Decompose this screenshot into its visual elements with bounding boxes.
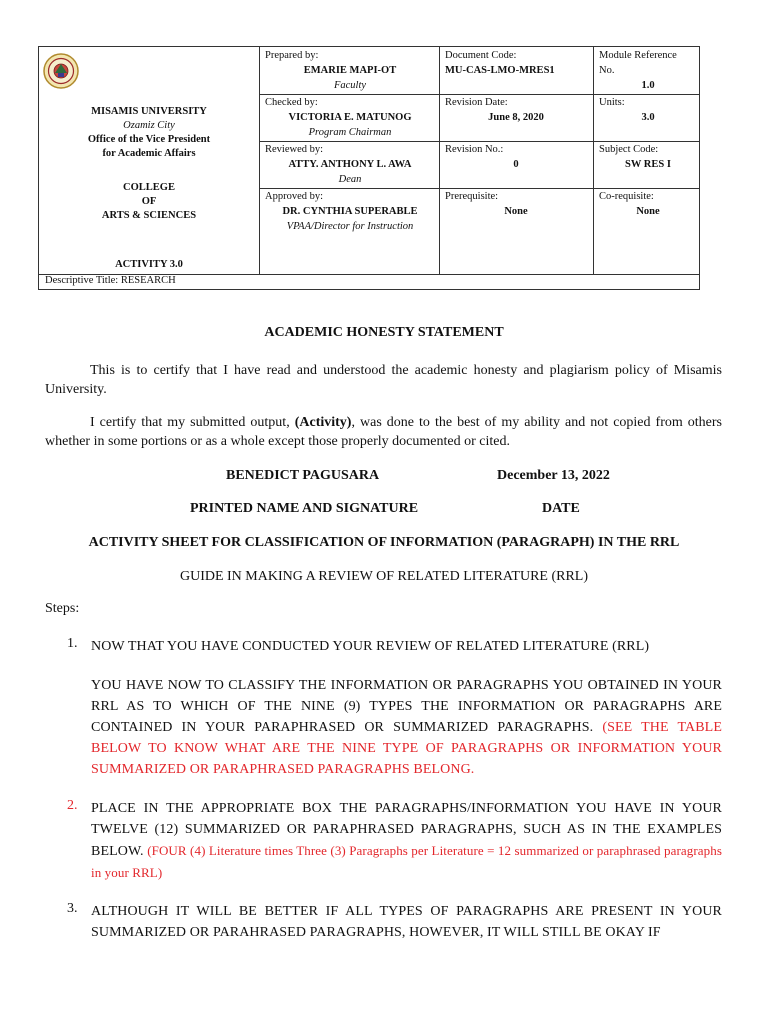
step-1-number: 1. [67,636,78,651]
subject-code: SW RES I [625,159,671,170]
document-code-cell: Document Code: MU-CAS-LMO-MRES1 [445,48,587,78]
units: 3.0 [641,112,655,123]
descriptive-title: Descriptive Title: RESEARCH [45,275,176,286]
document-header-table [38,46,700,290]
prerequisite-cell: Prerequisite: None [445,189,587,219]
module-reference-cell: Module Reference No. 1.0 [599,48,697,93]
signature-date: December 13, 2022 [497,468,610,483]
step-2-note: (FOUR (4) Literature times Three (3) Paragraphs per Literature = 12 summarized or paraphrased paragraphs in your RRL) [91,843,723,880]
printed-name-label: PRINTED NAME AND SIGNATURE [190,501,419,516]
step-2-number: 2. [67,798,78,813]
divider [259,47,260,275]
step-1-body: YOU HAVE NOW TO CLASSIFY THE INFORMATION OR PARAGRAPHS YOU OBTAINED IN YOUR RRL AS TO WHICH OF THE NINE (9) TYPES THE INFORMATION OR PARAGRAPHS ARE CONTAINED IN YOUR PARAPHRASED OR SUMMARIZED PARAGRAPHS. (SEE THE TABLE BELOW TO KNOW WHAT ARE THE NINE TYPE OF PARAGRAPHS OR INFORMATION YOUR SUMMARIZED OR PARAPHRASED PARAGRAPHS BELONG. [91,678,722,777]
step-3-body: ALTHOUGH IT WILL BE BETTER IF ALL TYPES OF PARAGRAPHS ARE PRESENT IN YOUR SUMMARIZED OR PARAHRASED PARAGRAPHS, HOWEVER, IT WILL STILL BE OKAY IF [91,904,722,940]
divider [593,47,594,275]
college-line2: OF [141,196,157,207]
step-1-note: (SEE THE TABLE BELOW TO KNOW WHAT ARE THE NINE TYPE OF PARAGRAPHS OR INFORMATION YOUR SUMMARIZED OR PARAPHRASED PARAGRAPHS BELONG. [91,720,722,777]
document-code: MU-CAS-LMO-MRES1 [445,65,555,76]
university-seal-icon [43,53,79,89]
prepared-name: EMARIE MAPI-OT [303,65,397,76]
activity-sheet-title: ACTIVITY SHEET FOR CLASSIFICATION OF INFORMATION (PARAGRAPH) IN THE RRL [88,535,680,550]
units-cell: Units: 3.0 [599,95,697,125]
checked-name: VICTORIA E. MATUNOG [288,112,412,123]
college-line1: COLLEGE [123,182,175,193]
revision-date-cell: Revision Date: June 8, 2020 [445,95,587,125]
approved-role: VPAA/Director for Instruction [286,221,414,232]
date-label: DATE [542,501,580,516]
checked-role: Program Chairman [308,127,392,138]
corequisite: None [636,206,660,217]
reviewed-role: Dean [338,174,362,185]
revision-no: 0 [513,159,519,170]
statement-paragraph-1: This is to certify that I have read and understood the academic honesty and plagiarism policy of Misamis University. [45,363,722,397]
organization-block [39,105,259,161]
revision-no-cell: Revision No.: 0 [445,142,587,172]
guide-title: GUIDE IN MAKING A REVIEW OF RELATED LITERATURE (RRL) [179,569,589,584]
college-block [39,181,259,223]
printed-name: BENEDICT PAGUSARA [226,468,380,483]
corequisite-cell: Co-requisite: None [599,189,697,219]
subject-code-cell: Subject Code: SW RES I [599,142,697,172]
module-reference: 1.0 [641,80,655,91]
city: Ozamiz City [123,120,175,131]
divider [439,47,440,275]
college-line3: ARTS & SCIENCES [101,210,197,221]
steps-label: Steps: [45,601,80,616]
university-name: MISAMIS UNIVERSITY [91,106,207,117]
reviewed-by-cell: Reviewed by: ATTY. ANTHONY L. AWA Dean [265,142,435,187]
prepared-by-cell: Prepared by: EMARIE MAPI-OT Faculty [265,48,435,93]
step-3-number: 3. [67,901,78,916]
reviewed-name: ATTY. ANTHONY L. AWA [288,159,412,170]
office-line1: Office of the Vice President [87,134,211,145]
approved-name: DR. CYNTHIA SUPERABLE [282,206,418,217]
approved-by-cell: Approved by: DR. CYNTHIA SUPERABLE VPAA/Director for Instruction [265,189,435,234]
prerequisite: None [504,206,528,217]
step-1-heading: NOW THAT YOU HAVE CONDUCTED YOUR REVIEW OF RELATED LITERATURE (RRL) [91,639,650,654]
checked-by-cell: Checked by: VICTORIA E. MATUNOG Program Chairman [265,95,435,140]
office-line2: for Academic Affairs [102,148,196,159]
revision-date: June 8, 2020 [488,112,544,123]
statement-title: ACADEMIC HONESTY STATEMENT [264,325,504,340]
prepared-role: Faculty [333,80,367,91]
statement-paragraph-2: I certify that my submitted output, (Activity), was done to the best of my ability and not copied from others whether in some portions or as a whole except those properly documented or cited. [45,415,722,449]
step-2-body: PLACE IN THE APPROPRIATE BOX THE PARAGRAPHS/INFORMATION YOU HAVE IN YOUR TWELVE (12) SUMMARIZED OR PARAPHRASED PARAGRAPHS, SUCH AS IN THE EXAMPLES BELOW. (FOUR (4) Literature times Three (3) Paragraphs per Literature = 12 summarized or paraphrased paragraphs in your RRL) [91,801,723,880]
activity-label: ACTIVITY 3.0 [115,259,183,270]
